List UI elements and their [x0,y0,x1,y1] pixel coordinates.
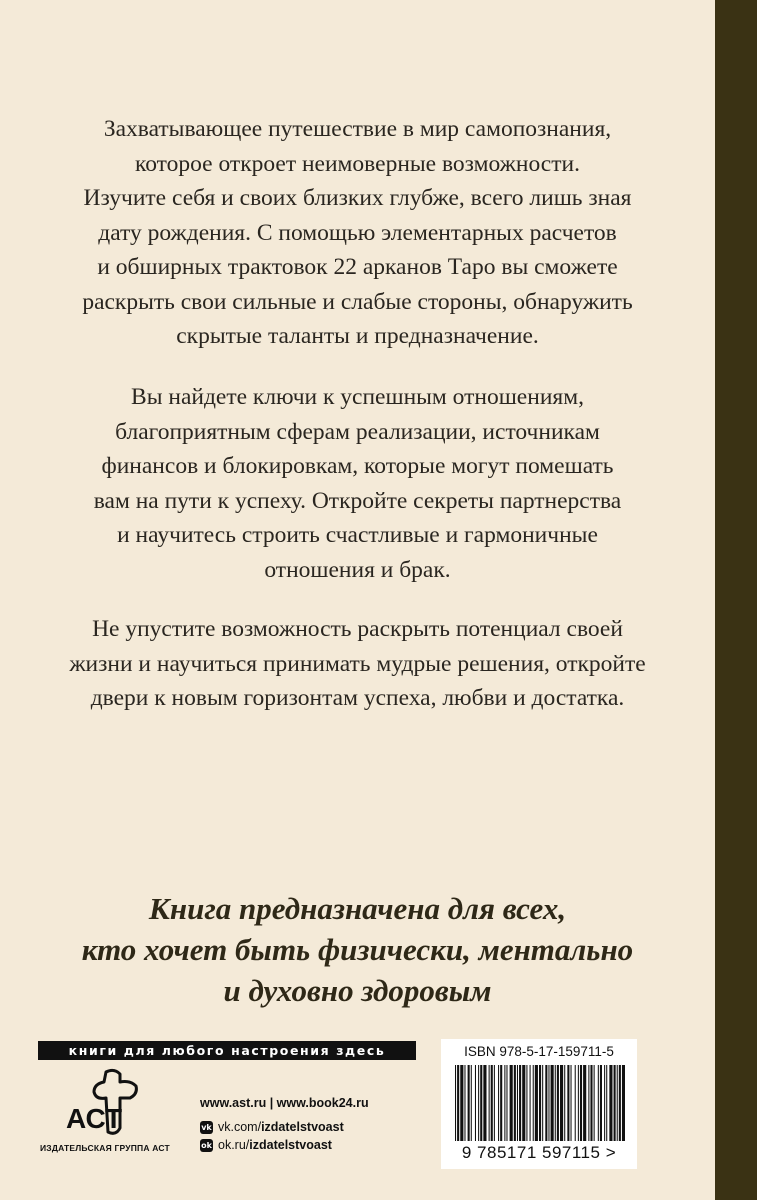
barcode-bar [483,1065,486,1141]
barcode-bar [526,1065,527,1141]
barcode-bar [542,1065,543,1141]
barcode-bar [480,1065,482,1141]
barcode-bar [548,1065,549,1141]
text-line: отношения и брак. [264,556,451,583]
barcode-bar [560,1065,563,1141]
barcode-digits: 9 785171 597115 > [461,1143,617,1162]
isbn-label: ISBN 978-5-17-159711-5 [464,1044,614,1059]
barcode-bar [580,1065,582,1141]
barcode-bar [510,1065,513,1141]
barcode-bar [609,1065,612,1141]
barcode-bar [551,1065,554,1141]
barcode-bar [539,1065,541,1141]
barcode-bar [519,1065,521,1141]
barcode-bar [588,1065,589,1141]
barcode-bar [471,1065,472,1141]
barcode-bar [583,1065,586,1141]
publisher-links [200,1096,369,1152]
text-line: благоприятным сферам реализации, источникам [115,418,600,445]
barcode-bar [533,1065,534,1141]
isbn-block [441,1039,637,1169]
barcode-bar [617,1065,618,1141]
spine-strip [715,0,757,1200]
text-line: Вы найдете ключи к успешным отношениям, [131,384,584,410]
barcode-bar [455,1065,456,1141]
barcode-bar [514,1065,516,1141]
barcode-icon [455,1065,625,1143]
text-line: финансов и блокировкам, которые могут помешать [101,453,614,479]
websites-link[interactable]: www.ast.ru | www.book24.ru [200,1096,369,1110]
barcode-bar [604,1065,605,1141]
barcode-bar [457,1065,459,1141]
barcode-bar [504,1065,505,1141]
barcode-bar [517,1065,518,1141]
barcode-bar [522,1065,525,1141]
barcode-bar [460,1065,463,1141]
text-line: которое откроет неимоверные возможности. [135,150,580,177]
ok-icon: ok [201,1140,212,1150]
ok-link[interactable] [200,1138,369,1152]
description-paragraph-3 [40,612,675,716]
barcode-bar [557,1065,559,1141]
tagline-line: кто хочет быть физически, ментально [81,932,634,967]
description-paragraph-1 [40,112,675,354]
barcode-bar [489,1065,490,1141]
text-line: и научитесь строить счастливые и гармоничные [117,522,598,548]
barcode-bar [500,1065,502,1141]
vk-link[interactable] [200,1120,369,1134]
vk-handle: izdatelstvoast [261,1120,344,1134]
text-line: Изучите себя и своих близких глубже, всего лишь зная [83,185,632,211]
vk-icon: vk [201,1122,212,1132]
text-line: дату рождения. С помощью элементарных расчетов [98,219,617,246]
publisher-caption: ИЗДАТЕЛЬСКАЯ ГРУППА АСТ [40,1143,170,1153]
tagline-line: Книга предназначена для всех, [148,891,567,926]
text-line: раскрыть свои сильные и слабые стороны, обнаружить [82,288,633,315]
barcode-bar [578,1065,579,1141]
logo-text: АСТ [66,1103,123,1134]
description-paragraph-2 [40,380,675,587]
barcode-bar [594,1065,595,1141]
barcode-bar [598,1065,599,1141]
ok-handle: izdatelstvoast [249,1138,332,1152]
barcode-bar [468,1065,470,1141]
barcode-bar [464,1065,465,1141]
ast-logo-icon [62,1066,152,1142]
text-line: вам на пути к успеху. Откройте секреты партнерства [93,487,622,514]
barcode-bar [564,1065,565,1141]
barcode-bar [475,1065,476,1141]
barcode-bar [494,1065,495,1141]
text-line: Захватывающее путешествие в мир самопознания, [103,116,612,142]
text-line: Не упустите возможность раскрыть потенциал своей [92,616,623,642]
text-line: жизни и научиться принимать мудрые решения, откройте [69,650,646,677]
barcode-bar [600,1065,602,1141]
barcode-bar [530,1065,531,1141]
publisher-banner: книги для любого настроения здесь [38,1041,416,1060]
barcode-bar [614,1065,616,1141]
barcode-bar [535,1065,538,1141]
tagline-line: и духовно здоровым [223,973,492,1008]
text-line: двери к новым горизонтам успеха, любви и достатка. [90,685,625,711]
barcode-bar [606,1065,607,1141]
barcode-bar [478,1065,479,1141]
barcode-bar [498,1065,499,1141]
barcode-bar [506,1065,507,1141]
barcode-bar [567,1065,569,1141]
barcode-bar [590,1065,592,1141]
barcode-bar [619,1065,621,1141]
vk-prefix: vk.com/ [218,1120,262,1134]
barcode-bar [571,1065,572,1141]
text-line: и обширных трактовок 22 арканов Таро вы сможете [97,254,618,280]
barcode-bar [622,1065,625,1141]
publisher-logo [40,1066,190,1161]
barcode-bar [545,1065,547,1141]
barcode-bar [575,1065,576,1141]
barcode-bar [555,1065,556,1141]
barcode-bar [491,1065,493,1141]
tagline [40,888,675,1011]
ok-prefix: ok.ru/ [218,1138,250,1152]
text-line: скрытые таланты и предназначение. [176,323,539,349]
